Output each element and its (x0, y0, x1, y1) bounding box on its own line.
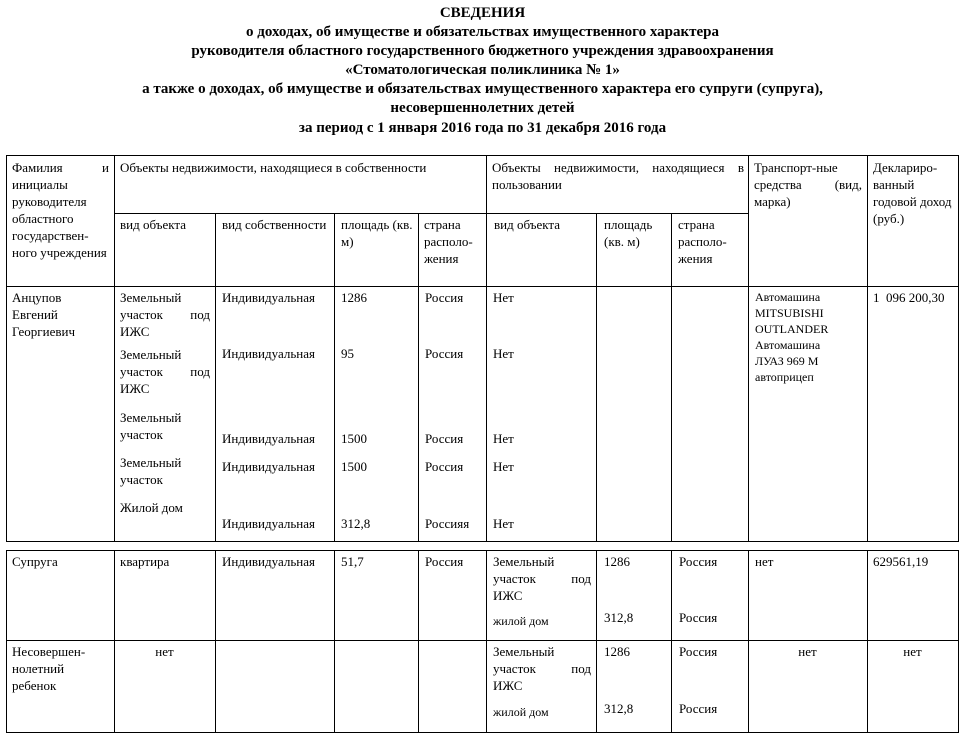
column-header-income: Деклариро-ванный годовой доход (руб.) (873, 160, 952, 226)
spouse-transport: нет (755, 554, 774, 569)
header-line-5: несовершеннолетних детей (390, 100, 575, 116)
ownership-type: Индивидуальная (222, 516, 315, 531)
owned-object-type: Земельный участок под ИЖС (120, 347, 210, 396)
spouse-income: 629561,19 (873, 554, 929, 569)
header-line-3: «Стоматологическая поликлиника № 1» (345, 62, 620, 78)
owned-area: 312,8 (341, 516, 371, 531)
spouse-label: Супруга (12, 554, 58, 569)
child-owned-type: нет (155, 644, 174, 659)
spouse-used-object: Земельный участок под ИЖС (493, 554, 591, 603)
subheader-ownership: вид собственности (222, 217, 327, 232)
header-line-2: руководителя областного государственного бюджетного учреждения здравоохранения (191, 43, 774, 59)
subheader-used-area: площадь (кв. м) (604, 217, 653, 249)
owned-country: Россия (425, 459, 464, 474)
subheader-used-country: страна располо-жения (678, 217, 727, 266)
family-declaration-table (6, 550, 959, 733)
owned-area: 1500 (341, 431, 367, 446)
document-title: СВЕДЕНИЯ (439, 5, 526, 21)
child-used-country: Россия (679, 701, 718, 716)
ownership-type: Индивидуальная (222, 346, 315, 361)
main-declaration-table (6, 155, 959, 542)
transport-line: OUTLANDER (755, 322, 829, 336)
spouse-used-area: 1286 (604, 554, 630, 569)
subheader-owned-area: площадь (кв. м) (341, 217, 413, 249)
spouse-used-country: Россия (679, 610, 718, 625)
used-object: Нет (493, 431, 514, 446)
owned-area: 1500 (341, 459, 367, 474)
child-used-area: 1286 (604, 644, 630, 659)
spouse-used-area: 312,8 (604, 610, 634, 625)
spouse-country: Россия (425, 554, 464, 569)
child-used-area: 312,8 (604, 701, 634, 716)
column-group-used: Объекты недвижимости, находящиеся в пользовании (492, 160, 744, 192)
transport-list (755, 289, 863, 385)
ownership-type: Индивидуальная (222, 431, 315, 446)
used-object: Нет (493, 516, 514, 531)
child-transport: нет (798, 644, 817, 659)
child-income: нет (903, 644, 922, 659)
transport-line: MITSUBISHI (755, 306, 824, 320)
owned-country: Россия (425, 290, 464, 305)
transport-line: автоприцеп (755, 370, 814, 384)
owned-object-type: Жилой дом (120, 500, 183, 515)
subheader-owned-type: вид объекта (120, 217, 186, 232)
owned-object-type: Земельный участок (120, 410, 182, 442)
ownership-type: Индивидуальная (222, 459, 315, 474)
subheader-owned-country: страна располо-жения (424, 217, 473, 266)
owned-area: 1286 (341, 290, 367, 305)
transport-line: ЛУАЗ 969 М (755, 354, 819, 368)
used-object: Нет (493, 290, 514, 305)
ownership-type: Индивидуальная (222, 290, 315, 305)
owned-country: Россияя (425, 516, 470, 531)
spouse-area: 51,7 (341, 554, 364, 569)
head-person-name: Анцупов Евгений Георгиевич (12, 290, 75, 339)
child-used-object: жилой дом (493, 705, 549, 719)
column-header-name: Фамилия и инициалы руководителя областного государствен-ного учреждения (12, 160, 109, 260)
header-line-6: за период с 1 января 2016 года по 31 декабря 2016 года (298, 120, 667, 136)
transport-line: Автомашина (755, 338, 821, 352)
owned-object-type: Земельный участок (120, 455, 182, 487)
header-line-4: а также о доходах, об имуществе и обязательствах имущественного характера его супруги (супруга), (142, 81, 823, 97)
owned-area: 95 (341, 346, 354, 361)
subheader-used-type: вид объекта (494, 217, 560, 232)
child-used-country: Россия (679, 644, 718, 659)
owned-country: Россия (425, 346, 464, 361)
used-object: Нет (493, 346, 514, 361)
spouse-ownership: Индивидуальная (222, 554, 315, 569)
spouse-used-object: жилой дом (493, 614, 549, 628)
spouse-owned-type: квартира (120, 554, 170, 569)
owned-object-type: Земельный участок под ИЖС (120, 290, 210, 339)
column-group-owned: Объекты недвижимости, находящиеся в собственности (120, 160, 427, 175)
transport-line: Автомашина (755, 290, 821, 304)
child-used-object: Земельный участок под ИЖС (493, 644, 591, 693)
header-line-1: о доходах, об имуществе и обязательствах имущественного характера (246, 24, 719, 40)
declared-income: 1 096 200,30 (873, 290, 945, 305)
child-label: Несовершен-нолетний ребенок (12, 644, 86, 693)
column-header-transport: Транспорт-ные средства (вид, марка) (754, 160, 862, 209)
owned-country: Россия (425, 431, 464, 446)
spouse-used-country: Россия (679, 554, 718, 569)
used-object: Нет (493, 459, 514, 474)
